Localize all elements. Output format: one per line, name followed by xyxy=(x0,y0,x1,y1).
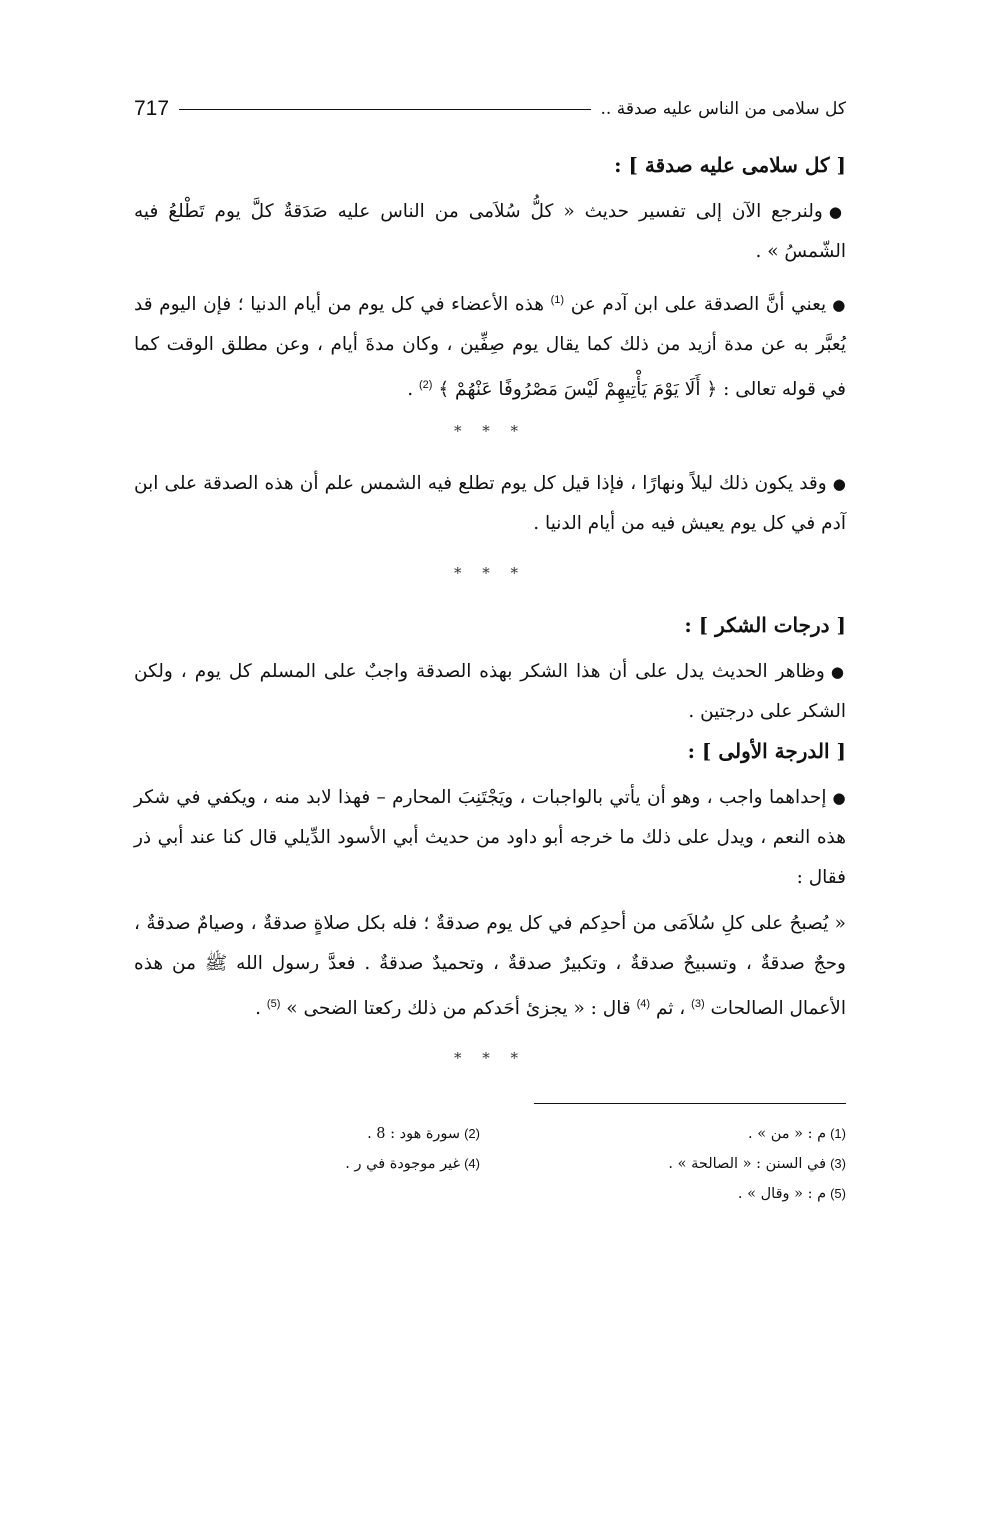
paragraph-5 xyxy=(134,778,846,898)
quran-quote: ﴿ أَلَا يَوْمَ يَأْتِيهِمْ لَيْسَ مَصْرُوفًا عَنْهُمْ ﴾ xyxy=(438,379,718,401)
paragraph-4-text: وظاهر الحديث يدل على أن هذا الشكر بهذه الصدقة واجبٌ على المسلم كل يوم ، ولكن الشكر على درجتين . xyxy=(134,661,846,723)
footnote-1: (1)م : « من » . xyxy=(748,1126,846,1143)
footnote-ref-5[interactable]: (5) xyxy=(266,998,281,1011)
paragraph-5-text: إحداهما واجب ، وهو أن يأتي بالواجبات ، ويَجْتَنِبَ المحارم – فهذا لابد منه ، ويكفي في شكر هذه النعم ، ويدل على ذلك ما خرجه أبو داود من حديث أبي الأسود الدِّيلي قال كنا عند أبي ذر فقال : xyxy=(134,787,846,889)
bullet-icon: ● xyxy=(828,203,846,221)
paragraph-2-text-a: يعني أنَّ الصدقة على ابن آدم عن xyxy=(570,294,827,316)
header-rule xyxy=(179,109,590,110)
section-separator: * * * xyxy=(453,422,527,441)
bullet-icon: ● xyxy=(832,475,846,494)
paragraph-2-text-b: هذه الأعضاء في كل يوم من أيام الدنيا ؛ فإن اليوم قد يُعبَّر به عن مدة أزيد من ذلك كما يقال يوم صِفِّين ، وكان مدةَ أيام ، وعن مطلق الوقت كما في قوله تعالى : xyxy=(134,294,846,401)
hadith-text-c: قال : « يجزئ أحَدكم من ذلك ركعتا الضحى » xyxy=(286,998,631,1020)
paragraph-1-text: ولنرجع الآن إلى تفسير حديث « كلُّ سُلاَمى من الناس عليه صَدَقةٌ كلَّ يوم تَطْلعُ فيه الشّمسُ » . xyxy=(134,201,846,262)
hadith-quote xyxy=(134,904,846,1029)
paragraph-1 xyxy=(134,192,846,272)
footnote-ref-2[interactable]: (2) xyxy=(418,379,433,392)
hadith-text-a: « يُصبحُ على كلِ سُلاَمَى من أحدِكم في كل يوم صدقةٌ ؛ فله بكل صلاةٍ صدقةٌ ، وصيامٌ صدقةٌ ، وحجٌ صدقةٌ ، وتسبيحٌ صدقةٌ ، وتكبيرٌ صدقةٌ ، وتحميدٌ صدقةٌ . فعدَّ رسول الله ﷺ من هذه الأعمال الصالحات xyxy=(134,913,846,1020)
running-title: كل سلامى من الناس عليه صدقة .. xyxy=(600,99,846,119)
footnote-2: (2)سورة هود : 8 . xyxy=(367,1126,480,1143)
footnotes xyxy=(134,1120,846,1208)
hadith-text-b: ، ثم xyxy=(655,998,686,1020)
subheading-first-degree: [ الدرجة الأولى ] : xyxy=(687,739,846,764)
footnote-3: (3)في السنن : « الصالحة » . xyxy=(668,1156,846,1173)
paragraph-2 xyxy=(134,280,846,410)
footnote-4: (4)غير موجودة في ر . xyxy=(345,1156,480,1173)
bullet-icon: ● xyxy=(832,789,846,808)
running-header xyxy=(134,92,846,126)
bullet-icon: ● xyxy=(832,296,846,315)
document-page xyxy=(134,92,846,1208)
paragraph-2-end: . xyxy=(407,379,414,401)
section-heading-2: [ درجات الشكر ] : xyxy=(684,613,846,638)
bullet-icon: ● xyxy=(830,663,846,682)
paragraph-3 xyxy=(134,464,846,544)
hadith-end: . xyxy=(255,998,261,1020)
footnote-ref-4[interactable]: (4) xyxy=(636,998,651,1011)
section-separator: * * * xyxy=(453,1049,527,1068)
paragraph-3-text: وقد يكون ذلك ليلاً ونهارًا ، فإذا قيل كل يوم تطلع فيه الشمس علم أن هذه الصدقة على ابن آدم في كل يوم يعيش فيه من أيام الدنيا . xyxy=(134,473,846,535)
footnote-5: (5)م : « وقال » . xyxy=(737,1186,846,1203)
section-separator: * * * xyxy=(453,564,527,583)
section-heading-1: [ كل سلامى عليه صدقة ] : xyxy=(614,153,846,177)
footnote-ref-3[interactable]: (3) xyxy=(691,998,705,1011)
paragraph-4 xyxy=(134,652,846,732)
footnote-ref-1[interactable]: (1) xyxy=(550,294,565,306)
page-number: 717 xyxy=(134,97,170,120)
